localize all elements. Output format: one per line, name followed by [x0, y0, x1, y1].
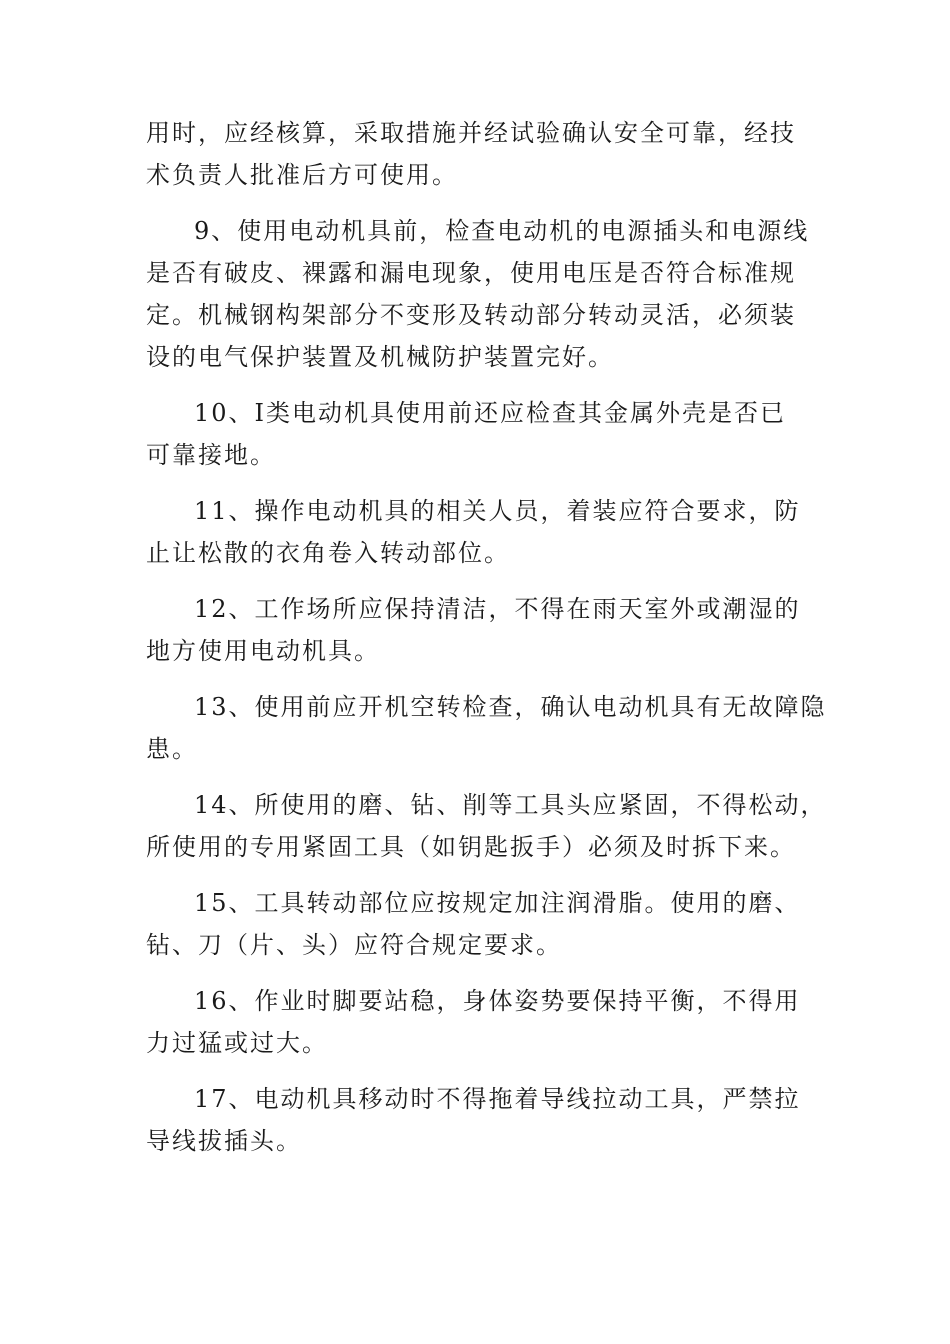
- paragraph-line: 止让松散的衣角卷入转动部位。: [146, 539, 510, 567]
- paragraph-line: 钻、刀（片、头）应符合规定要求。: [146, 931, 562, 959]
- paragraph-line: 导线拔插头。: [146, 1127, 302, 1155]
- paragraph-item-13: [146, 686, 846, 770]
- paragraph-line: 15、工具转动部位应按规定加注润滑脂。使用的磨、: [194, 889, 801, 917]
- paragraph-line: 所使用的专用紧固工具（如钥匙扳手）必须及时拆下来。: [146, 833, 796, 861]
- paragraph-line: 地方使用电动机具。: [146, 637, 380, 665]
- paragraph-line: 10、Ⅰ类电动机具使用前还应检查其金属外壳是否已: [194, 399, 787, 427]
- paragraph-line: 9、使用电动机具前，检查电动机的电源插头和电源线: [194, 217, 810, 245]
- paragraph-item-14: [146, 784, 846, 868]
- paragraph-item-11: [146, 490, 846, 574]
- paragraph-item-10: [146, 392, 846, 476]
- paragraph-line: 17、电动机具移动时不得拖着导线拉动工具，严禁拉: [194, 1085, 801, 1113]
- paragraph-line: 设的电气保护装置及机械防护装置完好。: [146, 343, 614, 371]
- paragraph-line: 12、工作场所应保持清洁，不得在雨天室外或潮湿的: [194, 595, 801, 623]
- paragraph-item-17: [146, 1078, 846, 1162]
- paragraph-item-16: [146, 980, 846, 1064]
- paragraph-line: 定。机械钢构架部分不变形及转动部分转动灵活，必须装: [146, 301, 796, 329]
- paragraph-item-15: [146, 882, 846, 966]
- paragraph-line: 术负责人批准后方可使用。: [146, 161, 458, 189]
- paragraph-continuation: [146, 112, 846, 196]
- paragraph-line: 可靠接地。: [146, 441, 276, 469]
- paragraph-line: 用时，应经核算，采取措施并经试验确认安全可靠，经技: [146, 119, 796, 147]
- paragraph-line: 11、操作电动机具的相关人员，着装应符合要求，防: [194, 497, 801, 525]
- document-body: [146, 112, 846, 1176]
- paragraph-line: 是否有破皮、裸露和漏电现象，使用电压是否符合标准规: [146, 259, 796, 287]
- paragraph-item-9: [146, 210, 846, 378]
- paragraph-line: 13、使用前应开机空转检查，确认电动机具有无故障隐: [194, 693, 827, 721]
- paragraph-line: 力过猛或过大。: [146, 1029, 328, 1057]
- paragraph-line: 14、所使用的磨、钻、削等工具头应紧固，不得松动，: [194, 791, 827, 819]
- paragraph-item-12: [146, 588, 846, 672]
- paragraph-line: 患。: [146, 735, 198, 763]
- paragraph-line: 16、作业时脚要站稳，身体姿势要保持平衡，不得用: [194, 987, 801, 1015]
